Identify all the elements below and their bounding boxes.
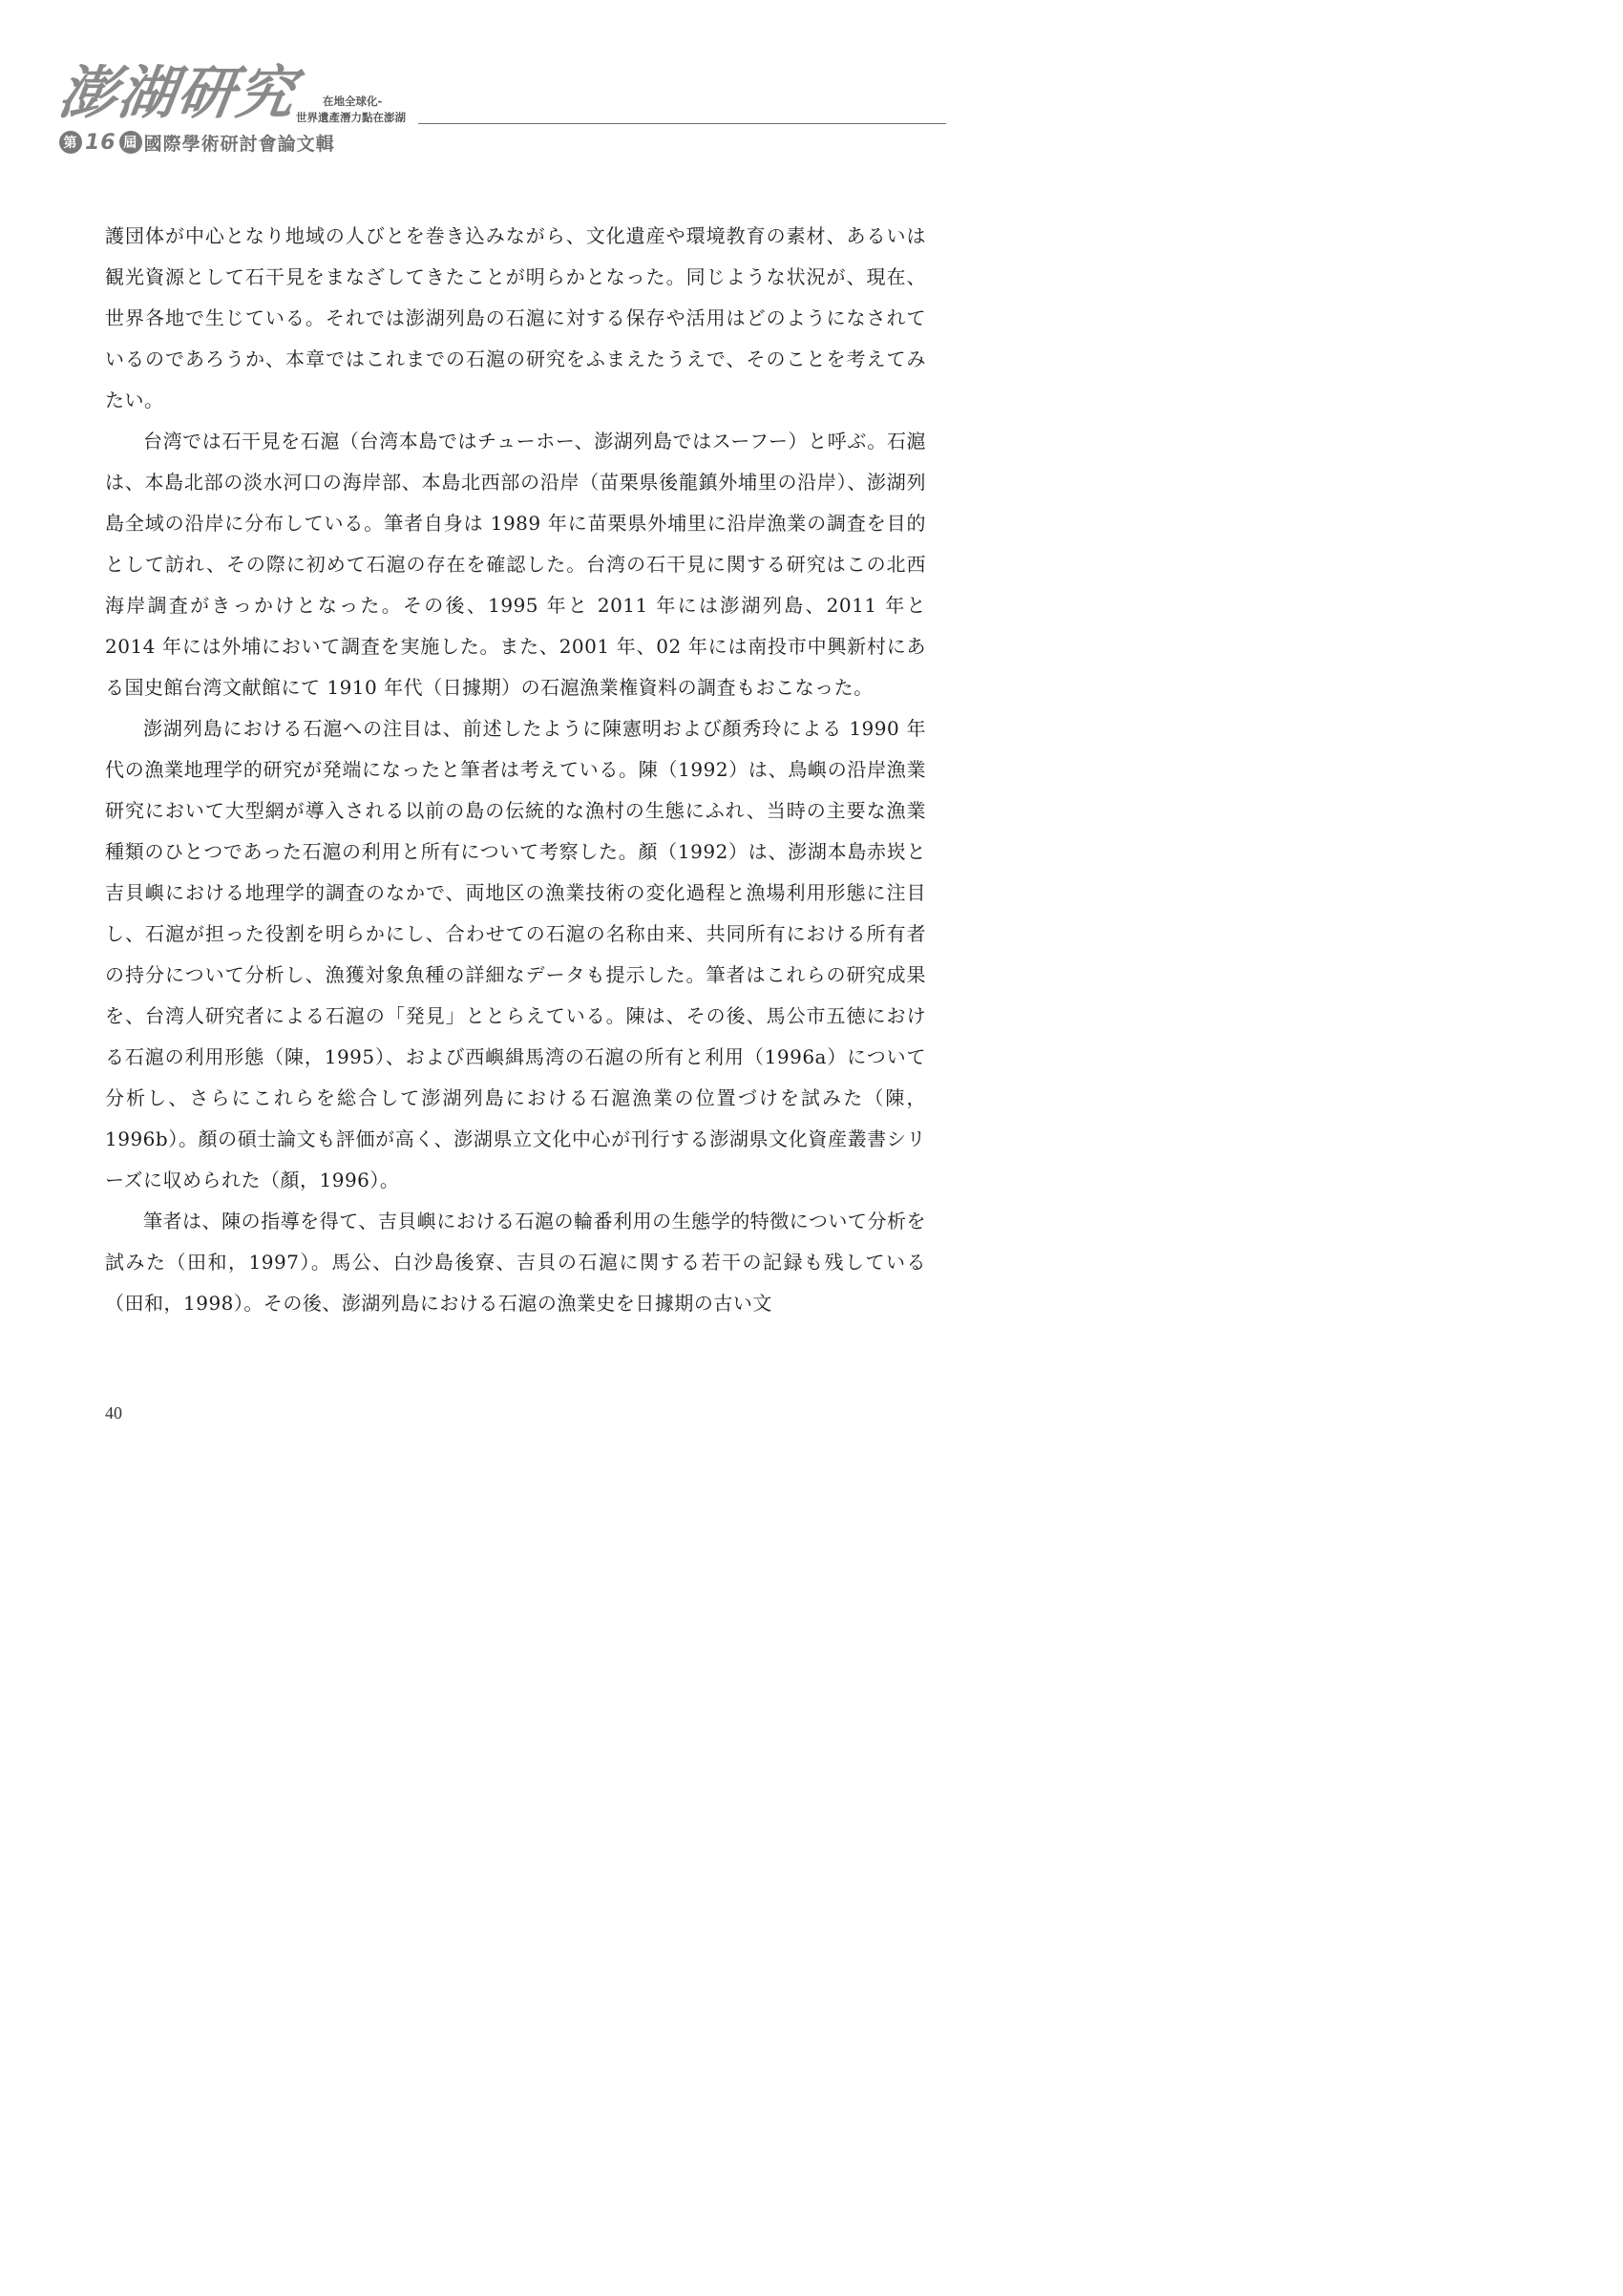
- page-header: [0, 0, 1055, 181]
- paragraph-2: 台湾では石干見を石滬（台湾本島ではチューホー、澎湖列島ではスーフー）と呼ぶ。石滬は、本島北部の淡水河口の海岸部、本島北西部の沿岸（苗栗県後龍鎮外埔里の沿岸）、澎湖列島全域の沿岸に分布している。筆者自身は 1989 年に苗栗県外埔里に沿岸漁業の調査を目的として訪れ、その際に初めて石滬の存在を確認した。台湾の石干見に関する研究はこの北西海岸調査がきっかけとなった。その後、1995 年と 2011 年には澎湖列島、2011 年と 2014 年には外埔において調査を実施した。また、2001 年、02 年には南投市中興新村にある国史館台湾文献館にて 1910 年代（日據期）の石滬漁業権資料の調査もおこなった。: [105, 430, 926, 699]
- badge-text: 國際學術研討會論文輯: [143, 133, 335, 155]
- subtitle-line-1: 在地全球化-: [323, 95, 383, 108]
- body-text: [105, 216, 926, 1324]
- badge-prefix: 第: [59, 131, 82, 154]
- conference-badge: [59, 130, 335, 155]
- badge-number: 16: [85, 130, 116, 155]
- header-subtitle: [296, 94, 409, 126]
- paragraph-3: 澎湖列島における石滬への注目は、前述したように陳憲明および顏秀玲による 1990 年代の漁業地理学的研究が発端になったと筆者は考えている。陳（1992）は、鳥嶼の沿岸漁業研究において大型網が導入される以前の島の伝統的な漁村の生態にふれ、当時の主要な漁業種類のひとつであった石滬の利用と所有について考察した。顏（1992）は、澎湖本島赤崁と吉貝嶼における地理学的調査のなかで、両地区の漁業技術の変化過程と漁場利用形態に注目し、石滬が担った役割を明らかにし、合わせての石滬の名称由来、共同所有における所有者の持分について分析し、漁獲対象魚種の詳細なデータも提示した。筆者はこれらの研究成果を、台湾人研究者による石滬の「発見」ととらえている。陳は、その後、馬公市五徳における石滬の利用形態（陳，1995）、および西嶼緝馬湾の石滬の所有と利用（1996a）について分析し、さらにこれらを総合して澎湖列島における石滬漁業の位置づけを試みた（陳，1996b）。顏の碩士論文も評価が高く、澎湖県立文化中心が刊行する澎湖県文化資産叢書シリーズに収められた（顏，1996）。: [105, 717, 926, 1191]
- subtitle-line-2: 世界遺產潛力點在澎湖: [296, 111, 406, 124]
- paragraph-4: 筆者は、陳の指導を得て、吉貝嶼における石滬の輪番利用の生態学的特徴について分析を試みた（田和，1997）。馬公、白沙島後寮、吉貝の石滬に関する若干の記録も残している（田和，1998）。その後、澎湖列島における石滬の漁業史を日據期の古い文: [105, 1210, 926, 1315]
- badge-mid: 屆: [119, 131, 142, 154]
- page-number: 40: [105, 1403, 122, 1422]
- journal-logo-title: 澎湖研究: [54, 60, 301, 127]
- paragraph-1: 護団体が中心となり地域の人びとを巻き込みながら、文化遺産や環境教育の素材、あるいは観光資源として石干見をまなざしてきたことが明らかとなった。同じような状況が、現在、世界各地で生じている。それでは澎湖列島の石滬に対する保存や活用はどのようになされているのであろうか、本章ではこれまでの石滬の研究をふまえたうえで、そのことを考えてみたい。: [105, 224, 926, 411]
- header-divider: [418, 123, 946, 124]
